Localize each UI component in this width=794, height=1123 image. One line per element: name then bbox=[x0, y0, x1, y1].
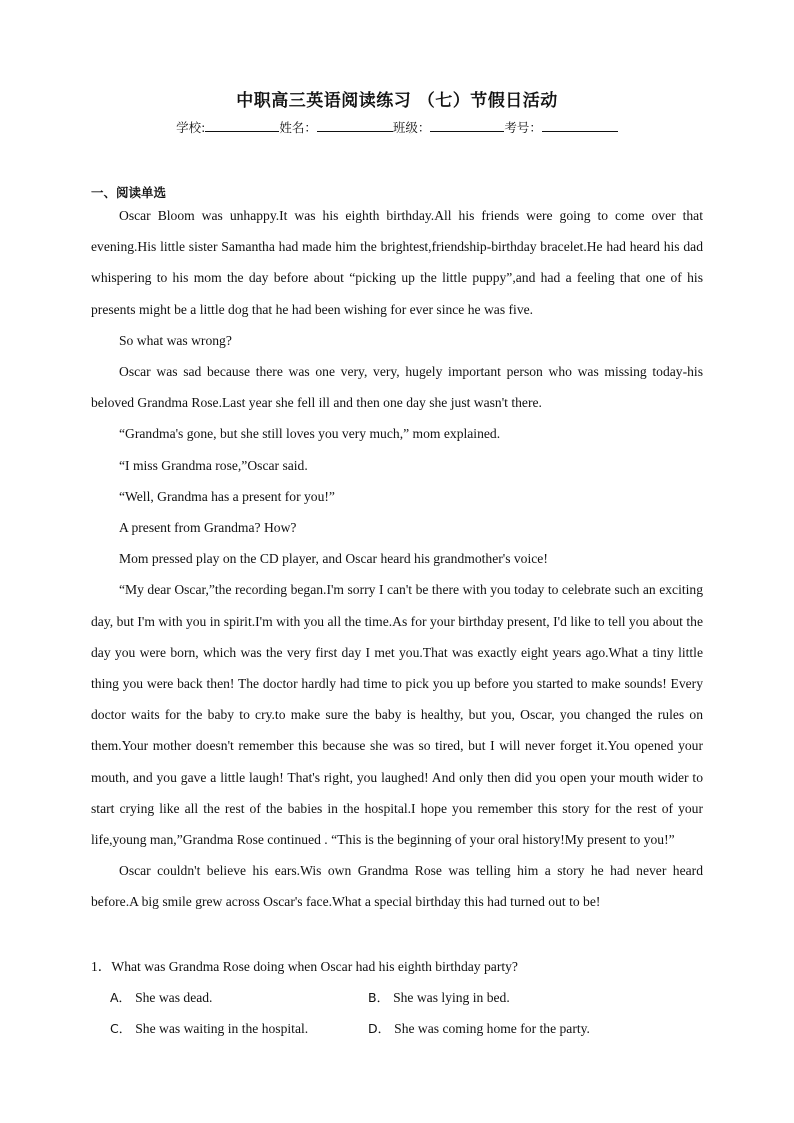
section-heading: 一、阅读单选 bbox=[91, 185, 167, 200]
passage-paragraph: So what was wrong? bbox=[119, 332, 232, 348]
option-text: She was coming home for the party. bbox=[394, 1021, 590, 1036]
name-label: 姓名： bbox=[279, 120, 317, 135]
option-text: She was dead. bbox=[135, 990, 213, 1005]
option-a[interactable] bbox=[110, 982, 212, 1013]
option-c[interactable] bbox=[110, 1013, 308, 1044]
passage-paragraph: Mom pressed play on the CD player, and Oscar heard his grandmother's voice! bbox=[119, 551, 548, 567]
option-key: B． bbox=[368, 990, 390, 1005]
question-number: 1． bbox=[91, 959, 112, 974]
option-key: A． bbox=[110, 990, 132, 1005]
passage-paragraph: A present from Grandma? How? bbox=[119, 520, 297, 536]
school-label: 学校: bbox=[176, 120, 206, 135]
school-blank bbox=[205, 119, 279, 132]
passage-paragraph: Oscar couldn't believe his ears.Wis own Grandma Rose was telling him a story he had never heard before.A big smile grew across Oscar's face.What a special birthday this had turned out to be! bbox=[91, 863, 703, 910]
passage-paragraph: “Well, Grandma has a present for you!” bbox=[119, 488, 335, 504]
option-text: She was lying in bed. bbox=[393, 990, 510, 1005]
class-label: 班级： bbox=[392, 120, 431, 135]
passage-paragraph: Oscar Bloom was unhappy.It was his eighth birthday.All his friends were going to come over that evening.His little sister Samantha had made him the brightest,friendship-birthday bracelet.He had heard his dad whispering to his mom the day before about “picking up the little puppy”,and had a feeling that one of his presents might be a little dog that he had been wishing for ever since he was five. bbox=[91, 208, 703, 317]
student-info-row bbox=[0, 118, 794, 136]
exam-number-blank bbox=[542, 119, 618, 132]
name-blank bbox=[317, 119, 393, 132]
passage-paragraph: “I miss Grandma rose,”Oscar said. bbox=[119, 457, 308, 473]
question-1 bbox=[91, 951, 703, 982]
reading-passage bbox=[91, 200, 703, 918]
class-blank bbox=[430, 119, 504, 132]
passage-paragraph: Oscar was sad because there was one very, very, hugely important person who was missing today-his beloved Grandma Rose.Last year she fell ill and then one day she just wasn't there. bbox=[91, 364, 703, 411]
question-text: What was Grandma Rose doing when Oscar had his eighth birthday party? bbox=[111, 959, 518, 974]
option-text: She was waiting in the hospital. bbox=[135, 1021, 309, 1036]
option-d[interactable] bbox=[368, 1013, 590, 1044]
option-key: C． bbox=[110, 1021, 132, 1036]
exam-number-label: 考号： bbox=[504, 120, 542, 135]
option-key: D． bbox=[368, 1021, 391, 1036]
passage-paragraph: “Grandma's gone, but she still loves you very much,” mom explained. bbox=[119, 426, 501, 442]
option-b[interactable] bbox=[368, 982, 510, 1013]
passage-paragraph: “My dear Oscar,”the recording began.I'm sorry I can't be there with you today to celebrate such an exciting day, but I'm with you in spirit.I'm with you all the time.As for your birthday present, I'd like to tell you about the day you were born, which was the very first day I met you.That was exactly eight years ago.What a tiny little thing you were back then! The doctor hardly had time to pick you up before you started to make sounds! Every doctor waits for the baby to cry.to make sure the baby is healthy, but you, Oscar, you changed the rules on them.Your mother doesn't remember this because she was so tired, but I will never forget it.You opened your mouth, and you gave a little laugh! That's right, you laughed! And only then did you open your mouth wider to start crying like all the rest of the babies in the hospital.I hope you remember this story for the rest of your life,young man,”Grandma Rose continued . “This is the beginning of your oral history!My present to you!” bbox=[91, 582, 703, 848]
page-title: 中职高三英语阅读练习 （七）节假日活动 bbox=[236, 91, 558, 111]
